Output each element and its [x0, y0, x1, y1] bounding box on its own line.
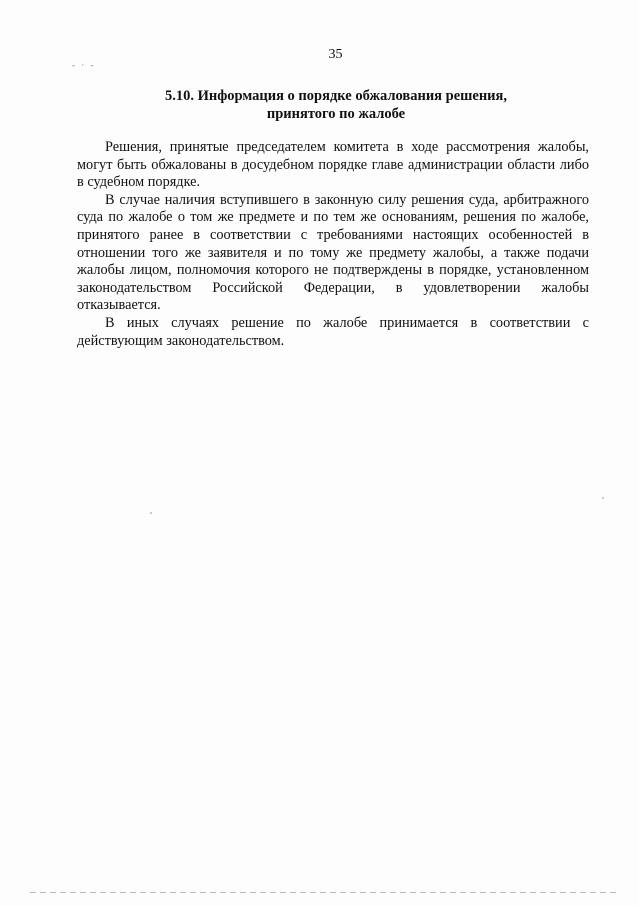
section-title-line-2: принятого по жалобе: [266, 106, 406, 122]
scan-mark: - · -: [72, 60, 96, 70]
scan-speck: [150, 512, 152, 514]
paragraph-other-cases: В иных случаях решение по жалобе принимается в соответствии с действующим законодательством.: [77, 314, 589, 349]
body-text: [77, 139, 589, 350]
scan-edge-line: [30, 892, 619, 893]
paragraph-refusal-conditions: В случае наличия вступившего в законную силу решения суда, арбитражного суда по жалобе о том же предмете и по тем же основаниям, решения по жалобе, принятого ранее в соответствии с требованиями настоящих особенностей в отношении того же заявителя и по тому же предмету жалобы, а также подачи жалобы лицом, полномочия которого не подтверждены в порядке, установленном законодательством Российской Федерации, в удовлетворении жалобы отказывается.: [77, 191, 589, 314]
section-title: [140, 87, 532, 123]
paragraph-appeal-procedure: Решения, принятые председателем комитета в ходе рассмотрения жалобы, могут быть обжалованы в досудебном порядке главе администрации области либо в судебном порядке.: [77, 139, 589, 191]
scan-speck: [602, 497, 604, 499]
page-number: 35: [328, 47, 343, 62]
section-title-line-1: 5.10. Информация о порядке обжалования решения,: [164, 88, 508, 104]
